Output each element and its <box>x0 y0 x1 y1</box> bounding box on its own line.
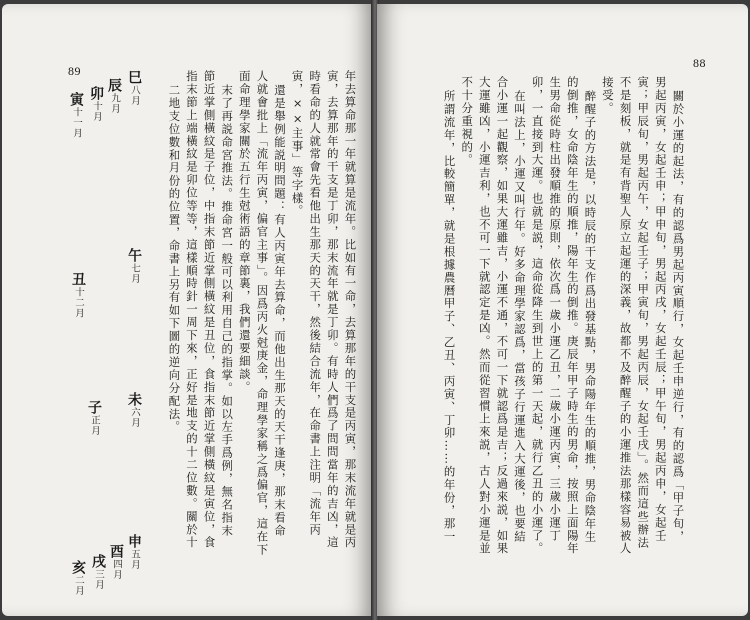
branch-wu: 午七月 <box>126 248 142 284</box>
branch-mao: 卯十月 <box>88 86 104 122</box>
branch-hai: 亥二月 <box>70 560 86 596</box>
right-text-column-5: 接受。 <box>601 76 615 115</box>
left-text-column-7: 面命理學家關於五行生尅術語的章節裏，我們還要細談。 <box>237 70 252 394</box>
right-text-column-6: 醉醒子的方法是，以時辰的干支作爲出發基點，男命陽年生的順推，男命陰年生 <box>583 90 598 544</box>
right-text-column-11: 合小運一起觀察，如果大運雖吉，小運不通，不可一下就認爲是吉；反過來説，如果 <box>495 76 510 556</box>
page-number-right: 88 <box>693 56 706 70</box>
right-text-column-8: 生男命從時柱出發順推的原則，依次爲一歲小運乙丑，二歲小運丙寅，三歲小運丁 <box>548 76 563 543</box>
branch-chou: 丑十二月 <box>70 272 86 319</box>
branch-zi: 子正月 <box>86 400 102 436</box>
left-text-column-3: 時看命的人就常會先看他出生那天的天干，然後結合流年，在命書上注明「流年丙 <box>308 70 323 537</box>
left-text-column-9: 節近掌側橫紋是子位，中指末節近掌側橫紋是丑位，食指末節近掌側橫紋是寅位，食 <box>202 70 217 550</box>
right-text-column-4: 不是刻板，就是有背聖人原立起運的深義，故都不及醉醒子的小運推法那樣容易被人 <box>618 76 633 556</box>
right-text-column-1: 關於小運的起法，有的認爲男起丙寅順行，女起壬申逆行，有的認爲「甲子旬， <box>671 90 686 544</box>
branch-chen: 辰九月 <box>106 78 122 114</box>
left-text-column-1: 年去算命那一年就算是流年。比如有一命，去算那年的干支是丙寅，那末流年就是丙 <box>343 70 358 550</box>
right-text-column-7: 的倒推，女命陰年生的順推，陽年生的倒推。庚辰年甲子時生的男命，按照上面陽年 <box>565 76 580 556</box>
right-text-column-10: 在叫法上，小運又叫行年。好多命理學家認爲，當孩子行運進入大運後，也要結 <box>513 90 527 544</box>
branch-shen: 申五月 <box>126 534 142 570</box>
right-text-column-9: 卯，一直接到大運。也就是説，這命從降生到世上的第一天起，就行乙丑的小運了。 <box>530 76 545 556</box>
branch-wei: 未六月 <box>126 392 142 428</box>
right-text-column-12: 大運雖凶，小運吉利，也不可一下就認定是凶。然而從習慣上來説，古人對小運是並 <box>477 76 492 556</box>
left-text-column-6: 人就會批上「流年丙寅，偏官主事」。因爲丙火尅庚金，命理學家稱之爲偏官，這在下 <box>255 70 270 557</box>
right-page <box>377 4 748 616</box>
branch-si: 巳八月 <box>126 70 142 106</box>
right-text-column-2: 男起丙寅，女起壬申；甲申旬，男起丙戌，女起壬辰；甲午旬，男起丙申，女起壬 <box>653 76 668 543</box>
left-page <box>2 4 373 616</box>
branch-yin: 寅十一月 <box>68 92 84 139</box>
right-text-column-14: 所謂流年，比較簡單，就是根據農曆甲子、乙丑、丙寅、丁卯……的年份，那一 <box>442 90 457 544</box>
left-text-column-11: 二地支位數和月份的位置，命書上另有如下圖的逆向分配法。 <box>167 84 182 434</box>
right-text-column-3: 寅；甲辰旬，男起丙午，女起壬子；甲寅旬，男起丙辰，女起壬戌」。然而這些辦法 <box>636 76 651 550</box>
left-text-column-8: 末了再説命宮推法。推命宮一般可以利用自己的指掌。如以左手爲例，無名指末 <box>220 84 235 538</box>
right-text-column-13: 不十分重視的。 <box>460 76 475 167</box>
page-number-left: 89 <box>68 64 81 78</box>
branch-xu: 戌三月 <box>90 554 106 590</box>
left-text-column-4: 寅，××主事」等字樣。 <box>290 70 305 218</box>
left-text-column-5: 還是舉例能説明問題：有人丙寅年去算命，而他出生那天的天干逢庚，那末看命 <box>273 84 287 538</box>
left-text-column-10: 指末節上端橫紋是卯位等等，這樣順時針一周下來，正好是地支的十二位數。關於十 <box>185 70 199 550</box>
left-text-column-2: 寅，去算那年的干支是丁卯，那末流年就是丁卯。有時人們爲了問問當年的吉凶，這 <box>325 70 340 550</box>
branch-you: 酉四月 <box>108 544 124 580</box>
